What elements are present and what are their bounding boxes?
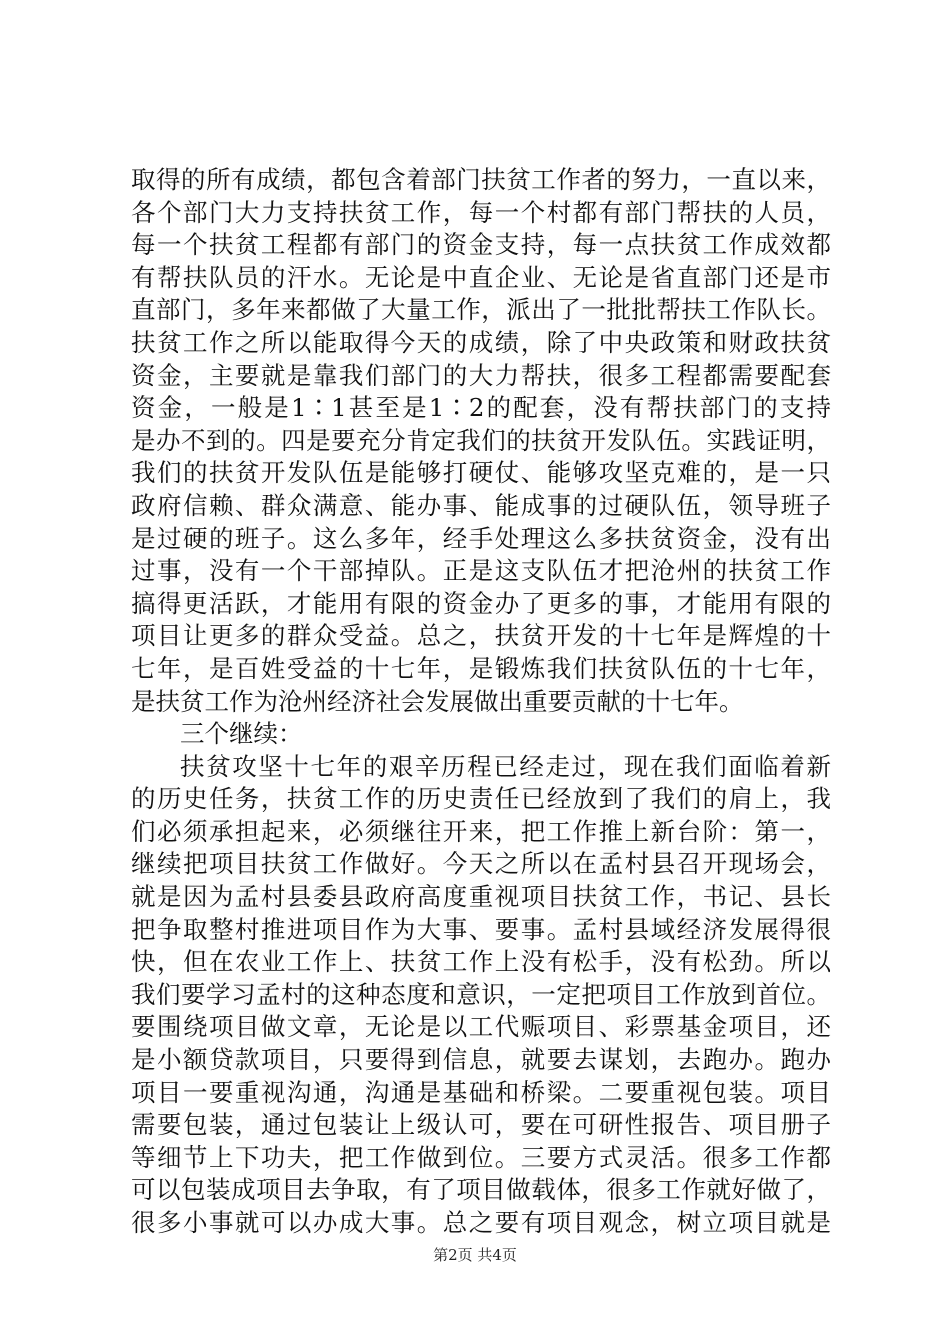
text-line: 是办不到的。四是要充分肯定我们的扶贫开发队伍。实践证明， [131, 425, 831, 455]
text-line: 资金，一般是1∶1甚至是1∶2的配套，没有帮扶部门的支持 [131, 393, 831, 423]
text-line: 项目一要重视沟通，沟通是基础和桥梁。二要重视包装。项目 [131, 1077, 831, 1107]
text-line: 就是因为孟村县委县政府高度重视项目扶贫工作，书记、县长 [131, 882, 831, 912]
text-line: 继续把项目扶贫工作做好。今天之所以在孟村县召开现场会， [131, 849, 831, 879]
text-line: 有帮扶队员的汗水。无论是中直企业、无论是省直部门还是市 [131, 262, 831, 292]
text-line: 搞得更活跃，才能用有限的资金办了更多的事，才能用有限的 [131, 588, 831, 618]
text-line: 每一个扶贫工程都有部门的资金支持，每一点扶贫工作成效都 [131, 230, 831, 260]
body-text [131, 164, 831, 1240]
text-line: 扶贫工作之所以能取得今天的成绩，除了中央政策和财政扶贫 [131, 327, 831, 357]
text-line: 各个部门大力支持扶贫工作，每一个村都有部门帮扶的人员， [131, 197, 831, 227]
text-line: 是扶贫工作为沧州经济社会发展做出重要贡献的十七年。 [131, 686, 744, 716]
text-line: 等细节上下功夫，把工作做到位。三要方式灵活。很多工作都 [131, 1142, 831, 1172]
text-line: 资金，主要就是靠我们部门的大力帮扶，很多工程都需要配套 [131, 360, 831, 390]
text-line: 取得的所有成绩，都包含着部门扶贫工作者的努力，一直以来， [131, 165, 831, 194]
text-line: 把争取整村推进项目作为大事、要事。孟村县域经济发展得很 [131, 914, 831, 944]
text-line: 很多小事就可以办成大事。总之要有项目观念，树立项目就是 [131, 1208, 831, 1237]
text-line: 项目让更多的群众受益。总之，扶贫开发的十七年是辉煌的十 [131, 621, 831, 651]
text-line: 可以包装成项目去争取，有了项目做载体，很多工作就好做了， [131, 1175, 831, 1205]
text-line: 扶贫攻坚十七年的艰辛历程已经走过，现在我们面临着新 [180, 751, 831, 781]
text-line: 快，但在农业工作上、扶贫工作上没有松手，没有松劲。所以 [131, 947, 831, 977]
text-line: 过事，没有一个干部掉队。正是这支队伍才把沧州的扶贫工作 [131, 556, 831, 586]
text-line: 我们的扶贫开发队伍是能够打硬仗、能够攻坚克难的，是一只 [131, 458, 831, 488]
text-line: 们必须承担起来，必须继往开来，把工作推上新台阶：第一， [131, 816, 831, 846]
text-line: 我们要学习孟村的这种态度和意识，一定把项目工作放到首位。 [131, 979, 831, 1009]
text-line: 直部门，多年来都做了大量工作，派出了一批批帮扶工作队长。 [131, 295, 831, 325]
section-heading: 三个继续： [180, 719, 303, 749]
text-line: 七年，是百姓受益的十七年，是锻炼我们扶贫队伍的十七年， [131, 653, 831, 683]
text-line: 是小额贷款项目，只要得到信息，就要去谋划，去跑办。跑办 [131, 1045, 831, 1075]
text-line: 政府信赖、群众满意、能办事、能成事的过硬队伍，领导班子 [131, 490, 831, 520]
page-footer: 第2页 共4页 [433, 1246, 517, 1264]
text-line: 的历史任务，扶贫工作的历史责任已经放到了我们的肩上，我 [131, 784, 831, 814]
text-line: 要围绕项目做文章，无论是以工代赈项目、彩票基金项目，还 [131, 1012, 831, 1042]
text-line: 需要包装，通过包装让上级认可，要在可研性报告、项目册子 [131, 1110, 831, 1140]
text-line: 是过硬的班子。这么多年，经手处理这么多扶贫资金，没有出 [131, 523, 831, 553]
